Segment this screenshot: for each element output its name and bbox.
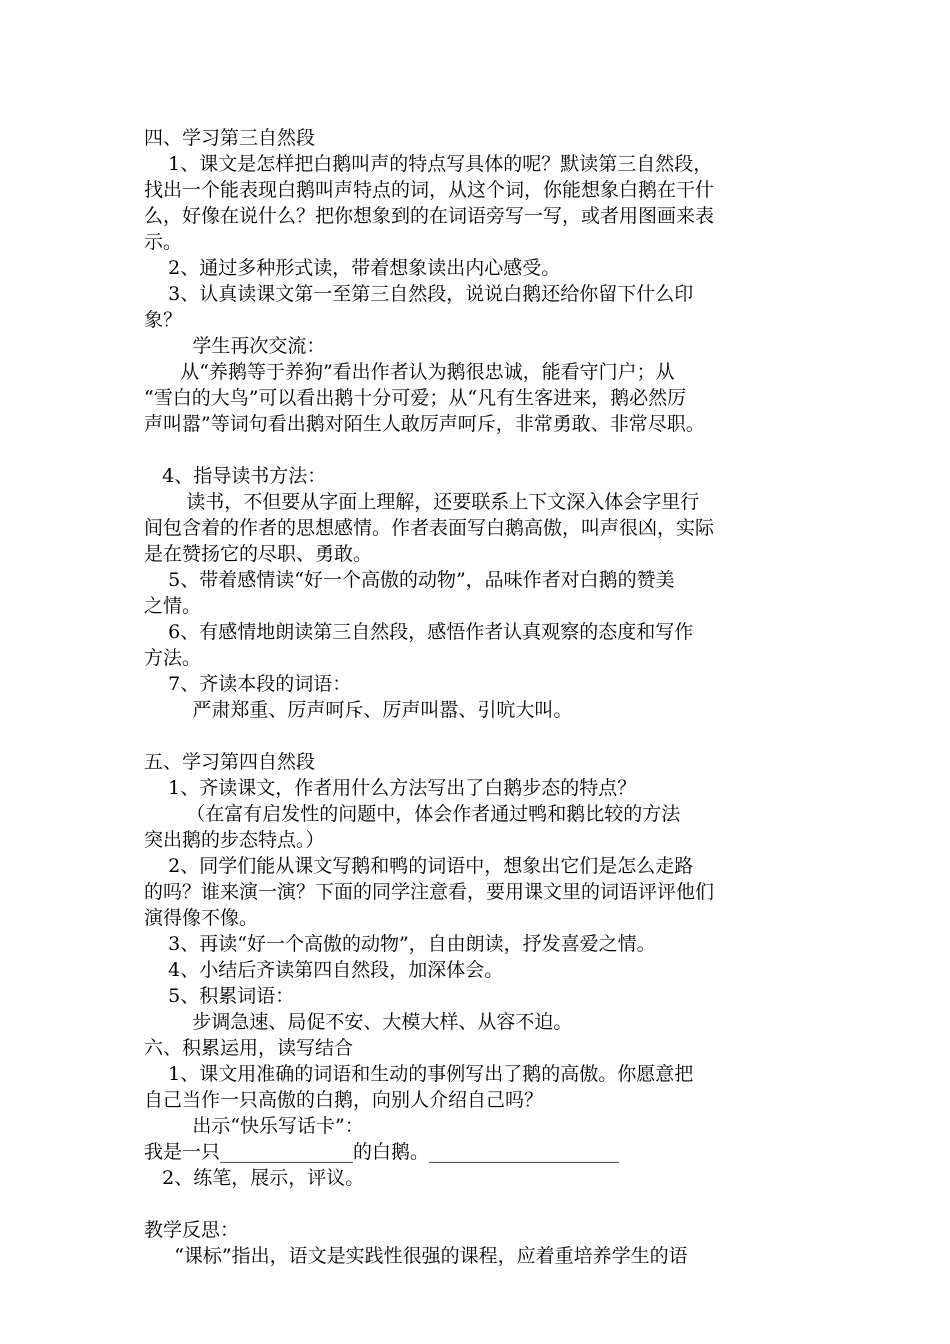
text-line: 2、练笔，展示，评议。 [144, 1167, 365, 1189]
text-line: 严肃郑重、厉声呵斥、厉声叫嚣、引吭大叫。 [144, 699, 573, 721]
heading-section-four: 四、学习第三自然段 [144, 127, 316, 149]
text-line: 突出鹅的步态特点。） [144, 829, 325, 851]
text-line: “雪白的大鸟”可以看出鹅十分可爱；从“凡有生客进来，鹅必然厉 [144, 387, 687, 409]
text-line: 自己当作一只高傲的白鹅，向别人介绍自己吗？ [144, 1089, 544, 1111]
text-line: 4、指导读书方法： [144, 465, 327, 487]
text-line: 演得像不像。 [144, 907, 259, 929]
text-line: 象？ [144, 309, 183, 331]
text-line: 5、带着感情读“好一个高傲的动物”，品味作者对白鹅的赞美 [144, 569, 675, 591]
text-line: 之情。 [144, 595, 202, 617]
text-line: 3、再读“好一个高傲的动物”，自由朗读，抒发喜爱之情。 [144, 933, 656, 955]
text-line: 的吗？谁来演一演？下面的同学注意看，要用课文里的词语评评他们 [144, 881, 715, 903]
text-line: （在富有启发性的问题中，体会作者通过鸭和鹅比较的方法 [144, 803, 681, 825]
text-line: 是在赞扬它的尽职、勇敢。 [144, 543, 373, 565]
text-line: 5、积累词语： [144, 985, 295, 1007]
heading-section-six: 六、积累运用，读写结合 [144, 1037, 354, 1059]
text-line: 1、齐读课文，作者用什么方法写出了白鹅步态的特点？ [144, 777, 637, 799]
text-line: 步调急速、局促不安、大模大样、从容不迫。 [144, 1011, 573, 1033]
text-line: 声叫嚣”等词句看出鹅对陌生人敢厉声呵斥，非常勇敢、非常尽职。 [144, 413, 705, 435]
text-line: 4、小结后齐读第四自然段，加深体会。 [144, 959, 504, 981]
heading-reflection: 教学反思： [144, 1219, 240, 1241]
text-line: 2、通过多种形式读，带着想象读出内心感受。 [144, 257, 561, 279]
text-line: 出示“快乐写话卡”： [144, 1115, 364, 1137]
text-line: 读书，不但要从字面上理解，还要联系上下文深入体会字里行 [144, 491, 700, 513]
text-line: 7、齐读本段的词语： [144, 673, 352, 695]
text-line: 从“养鹅等于养狗”看出作者认为鹅很忠诚，能看守门户；从 [144, 361, 675, 383]
heading-section-five: 五、学习第四自然段 [144, 751, 316, 773]
text-line: 6、有感情地朗读第三自然段，感悟作者认真观察的态度和写作 [144, 621, 694, 643]
text-line: 么，好像在说什么？把你想象到的在词语旁写一写，或者用图画来表 [144, 205, 715, 227]
text-line: 3、认真读课文第一至第三自然段，说说白鹅还给你留下什么印 [144, 283, 694, 305]
text-line: 2、同学们能从课文写鹅和鸭的词语中，想象出它们是怎么走路 [144, 855, 694, 877]
fill-in-blank-line: 我是一只______________的白鹅。____________________ [144, 1141, 620, 1163]
text-line: 方法。 [144, 647, 202, 669]
text-line: 找出一个能表现白鹅叫声特点的词，从这个词，你能想象白鹅在干什 [144, 179, 715, 201]
text-line: 学生再次交流： [144, 335, 326, 357]
text-line: 示。 [144, 231, 183, 253]
text-line: 1、课文用准确的词语和生动的事例写出了鹅的高傲。你愿意把 [144, 1063, 694, 1085]
text-line: 间包含着的作者的思想感情。作者表面写白鹅高傲，叫声很凶，实际 [144, 517, 715, 539]
text-line: 1、课文是怎样把白鹅叫声的特点写具体的呢？默读第三自然段， [144, 153, 713, 175]
text-line: “课标”指出，语文是实践性很强的课程，应着重培养学生的语 [144, 1245, 688, 1267]
